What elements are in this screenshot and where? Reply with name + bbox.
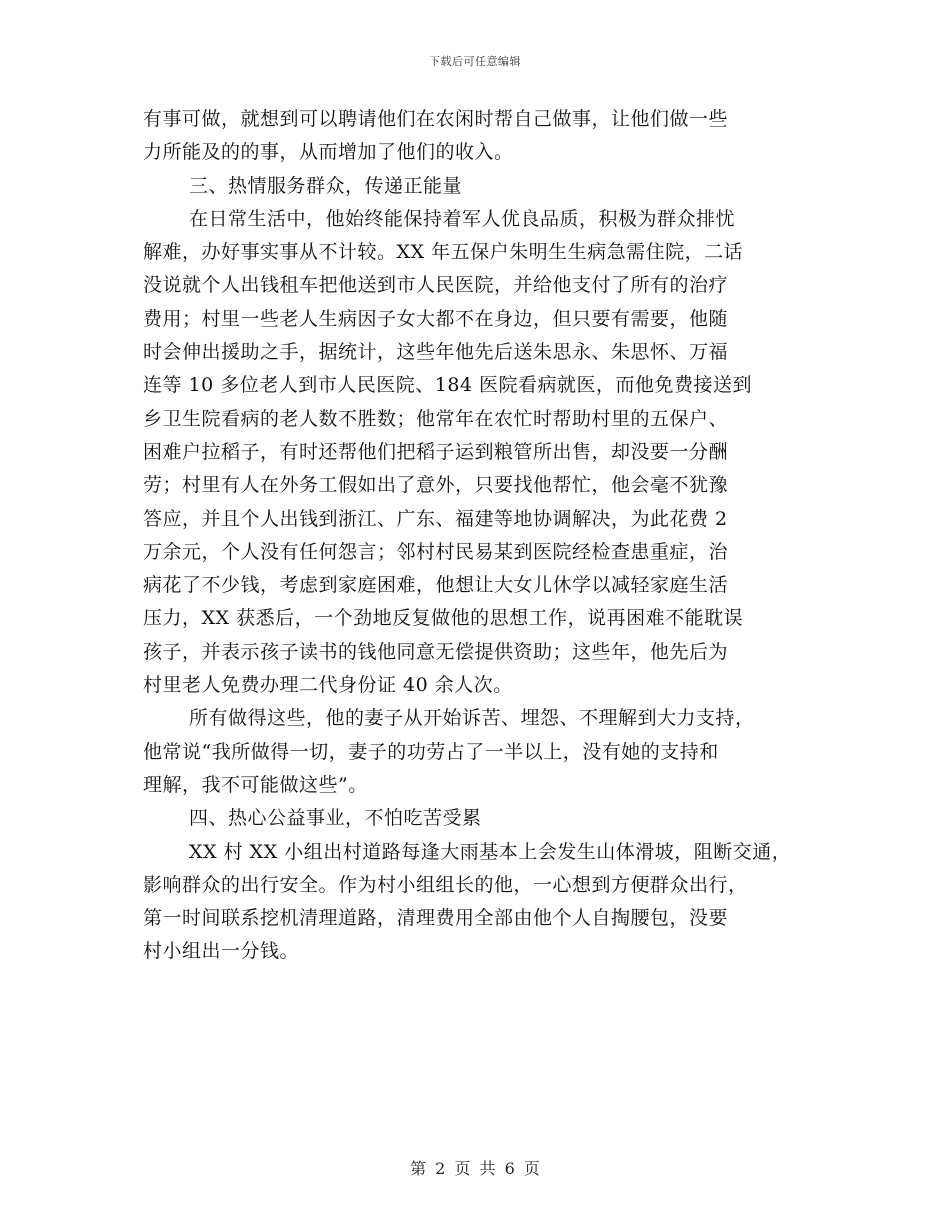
text-line: 第一时间联系挖机清理道路，清理费用全部由他个人自掏腰包，没要 xyxy=(143,907,729,930)
text-line: 时会伸出援助之手，据统计，这些年他先后送朱思永、朱思怀、万福 xyxy=(143,341,729,364)
text-line: 他常说“我所做得一切，妻子的功劳占了一半以上，没有她的支持和 xyxy=(143,740,719,763)
text-line: 影响群众的出行安全。作为村小组组长的他，一心想到方便群众出行， xyxy=(143,873,748,896)
text-line: 劳；村里有人在外务工假如出了意外，只要找他帮忙，他会毫不犹豫 xyxy=(143,474,729,497)
text-line: 解难，办好事实事从不计较。XX 年五保户朱明生生病急需住院，二话 xyxy=(143,241,744,264)
text-line: 三、热情服务群众，传递正能量 xyxy=(189,174,463,197)
text-line: 压力，XX 获悉后，一个劲地反复做他的思想工作，说再困难不能耽误 xyxy=(143,607,744,630)
text-line: 有事可做，就想到可以聘请他们在农闲时帮自己做事，让他们做一些 xyxy=(143,108,729,130)
text-line: 答应，并且个人出钱到浙江、广东、福建等地协调解决，为此花费 2 xyxy=(143,507,728,530)
text-line: 困难户拉稻子，有时还帮他们把稻子运到粮管所出售，却没要一分酬 xyxy=(143,440,729,463)
text-line: XX 村 XX 小组出村道路每逢大雨基本上会发生山体滑坡，阻断交通， xyxy=(189,840,792,863)
text-line: 村里老人免费办理二代身份证 40 余人次。 xyxy=(143,674,513,697)
text-line: 连等 10 多位老人到市人民医院、184 医院看病就医，而他免费接送到 xyxy=(143,374,753,397)
text-line: 理解，我不可能做这些”。 xyxy=(143,773,368,796)
text-line: 病花了不少钱，考虑到家庭困难，他想让大女儿休学以减轻家庭生活 xyxy=(143,574,729,597)
text-line: 乡卫生院看病的老人数不胜数；他常年在农忙时帮助村里的五保户、 xyxy=(143,407,729,430)
text-line: 力所能及的的事，从而增加了他们的收入。 xyxy=(143,141,514,164)
page-header: 下载后可任意编辑 xyxy=(429,55,521,68)
text-line: 万余元，个人没有任何怨言；邻村村民易某到医院经检查患重症，治 xyxy=(143,540,729,563)
text-line: 在日常生活中，他始终能保持着军人优良品质，积极为群众排忧 xyxy=(189,207,736,230)
page-footer: 第 2 页 共 6 页 xyxy=(410,1159,540,1178)
text-line: 所有做得这些，他的妻子从开始诉苦、埋怨、不理解到大力支持， xyxy=(189,707,755,730)
text-line: 没说就个人出钱租车把他送到市人民医院，并给他支付了所有的治疗 xyxy=(143,274,729,297)
document-body xyxy=(143,103,843,969)
text-line: 孩子，并表示孩子读书的钱他同意无偿提供资助；这些年，他先后为 xyxy=(143,640,729,663)
text-line: 村小组出一分钱。 xyxy=(143,940,300,963)
text-line: 费用；村里一些老人生病因子女大都不在身边，但只要有需要，他随 xyxy=(143,307,729,330)
text-line: 四、热心公益事业，不怕吃苦受累 xyxy=(189,807,482,830)
